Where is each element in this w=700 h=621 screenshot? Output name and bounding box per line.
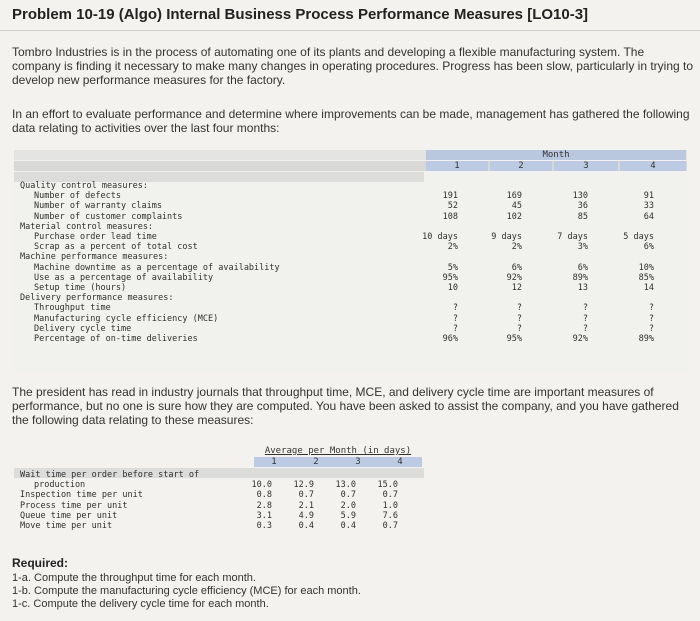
row-label: Manufacturing cycle efficiency (MCE) bbox=[34, 313, 219, 324]
intro-paragraph-1: Tombro Industries is in the process of automating one of its plants and developing a flexible manufacturing system. The company is finding it necessary to make many changes in operating procedures. Progress has been slow, particularly in trying to develop new performance measures for the factory. bbox=[12, 45, 694, 87]
time-value-cell: 15.0 bbox=[377, 480, 398, 491]
time-month-col-3: 3 bbox=[355, 457, 361, 467]
time-row-label: Queue time per unit bbox=[20, 510, 118, 521]
value-cell: ? bbox=[516, 303, 522, 314]
section-label: Material control measures: bbox=[20, 221, 154, 232]
value-cell: 2% bbox=[447, 242, 458, 253]
value-cell: 10 bbox=[447, 283, 458, 293]
section-label: Delivery performance measures: bbox=[20, 293, 174, 304]
time-value-cell: 0.7 bbox=[298, 490, 314, 501]
time-value-cell: 4.9 bbox=[298, 510, 314, 521]
row-label: Number of defects bbox=[34, 191, 121, 202]
time-value-cell: 0.7 bbox=[382, 521, 398, 531]
requirement-1b: 1-b. Compute the manufacturing cycle efficiency (MCE) for each month. bbox=[12, 585, 361, 597]
requirement-1c: 1-c. Compute the delivery cycle time for each month. bbox=[12, 598, 269, 610]
value-cell: ? bbox=[516, 313, 522, 324]
value-cell: ? bbox=[582, 323, 588, 334]
problem-title: Problem 10-19 (Algo) Internal Business Process Performance Measures [LO10-3] bbox=[12, 6, 589, 23]
value-cell: 6% bbox=[643, 242, 654, 253]
time-month-col-2: 2 bbox=[313, 457, 319, 467]
month-header: Month bbox=[542, 150, 570, 160]
value-cell: 95% bbox=[506, 334, 522, 344]
value-cell: 36 bbox=[577, 201, 588, 212]
value-cell: 52 bbox=[447, 201, 458, 212]
time-value-cell: 10.0 bbox=[251, 480, 272, 491]
month-col-1: 1 bbox=[426, 161, 488, 171]
time-value-cell: 3.1 bbox=[256, 510, 272, 521]
time-value-cell: 7.6 bbox=[382, 510, 398, 521]
intro-paragraph-2: In an effort to evaluate performance and determine where improvements can be made, management has gathered the following data relating to activities over the last four months: bbox=[12, 107, 690, 135]
value-cell: 6% bbox=[577, 262, 588, 273]
row-label: Purchase order lead time bbox=[34, 232, 157, 242]
row-label: Delivery cycle time bbox=[34, 323, 132, 334]
value-cell: 9 days bbox=[491, 232, 522, 242]
row-label: Scrap as a percent of total cost bbox=[34, 242, 198, 253]
section-label: Quality control measures: bbox=[20, 181, 148, 191]
value-cell: 95% bbox=[442, 272, 458, 283]
value-cell: 169 bbox=[506, 191, 522, 202]
value-cell: 92% bbox=[506, 272, 522, 283]
time-data-table bbox=[14, 446, 424, 546]
value-cell: 92% bbox=[572, 334, 588, 344]
row-label: Setup time (hours) bbox=[34, 283, 127, 293]
value-cell: ? bbox=[582, 303, 588, 314]
value-cell: 89% bbox=[572, 272, 588, 283]
time-value-cell: 0.4 bbox=[340, 521, 356, 531]
time-row-label: Wait time per order before start of bbox=[20, 470, 200, 480]
value-cell: ? bbox=[452, 303, 458, 314]
month-col-3: 3 bbox=[554, 161, 618, 171]
value-cell: ? bbox=[452, 323, 458, 334]
value-cell: 89% bbox=[638, 334, 654, 344]
month-col-2: 2 bbox=[490, 161, 552, 171]
value-cell: ? bbox=[452, 313, 458, 324]
value-cell: 96% bbox=[442, 334, 458, 344]
value-cell: ? bbox=[516, 323, 522, 334]
value-cell: 5 days bbox=[623, 232, 654, 242]
value-cell: ? bbox=[582, 313, 588, 324]
value-cell: 10% bbox=[638, 262, 654, 273]
value-cell: 191 bbox=[442, 191, 458, 202]
row-label: Number of warranty claims bbox=[34, 201, 162, 212]
time-value-cell: 2.8 bbox=[256, 500, 272, 511]
value-cell: 5% bbox=[447, 262, 458, 273]
time-value-cell: 0.7 bbox=[382, 490, 398, 501]
row-label: Number of customer complaints bbox=[34, 211, 183, 222]
value-cell: ? bbox=[648, 303, 654, 314]
value-cell: 45 bbox=[511, 201, 522, 212]
value-cell: 102 bbox=[506, 211, 522, 222]
time-month-col-4: 4 bbox=[397, 457, 403, 467]
value-cell: 85 bbox=[577, 211, 588, 222]
time-row-label: Inspection time per unit bbox=[20, 490, 143, 501]
month-col-4: 4 bbox=[620, 161, 686, 171]
time-value-cell: 0.4 bbox=[298, 521, 314, 531]
title-divider bbox=[0, 30, 700, 31]
middle-paragraph: The president has read in industry journals that throughput time, MCE, and delivery cycle time are important measures of performance, but no one is sure how they are computed. You have been asked to assist the company, and you have gathered the following data relating to these measures: bbox=[12, 385, 679, 427]
time-value-cell: 2.1 bbox=[298, 500, 314, 511]
requirement-1a: 1-a. Compute the throughput time for each month. bbox=[12, 572, 256, 584]
value-cell: 7 days bbox=[557, 232, 588, 242]
time-value-cell: 0.8 bbox=[256, 490, 272, 501]
value-cell: 2% bbox=[511, 242, 522, 253]
time-month-col-1: 1 bbox=[271, 457, 277, 467]
value-cell: 91 bbox=[643, 191, 654, 202]
value-cell: 64 bbox=[643, 211, 654, 222]
value-cell: 85% bbox=[638, 272, 654, 283]
time-row-label: production bbox=[34, 480, 86, 491]
value-cell: 3% bbox=[577, 242, 588, 253]
time-value-cell: 0.3 bbox=[256, 521, 272, 531]
time-row-label: Process time per unit bbox=[20, 500, 128, 511]
time-value-cell: 12.9 bbox=[293, 480, 314, 491]
row-label: Percentage of on-time deliveries bbox=[34, 334, 198, 344]
avg-header-label: Average per Month (in days) bbox=[264, 446, 412, 456]
value-cell: 6% bbox=[511, 262, 522, 273]
row-label: Throughput time bbox=[34, 303, 111, 314]
value-cell: 12 bbox=[511, 283, 522, 293]
value-cell: 13 bbox=[577, 283, 588, 293]
time-value-cell: 5.9 bbox=[340, 510, 356, 521]
value-cell: 130 bbox=[572, 191, 588, 202]
row-label: Machine downtime as a percentage of availability bbox=[34, 262, 280, 273]
value-cell: 108 bbox=[442, 211, 458, 222]
time-row-label: Move time per unit bbox=[20, 521, 113, 531]
required-heading: Required: bbox=[12, 556, 69, 570]
avg-header bbox=[254, 446, 422, 456]
performance-data-table bbox=[14, 150, 687, 372]
time-value-cell: 1.0 bbox=[382, 500, 398, 511]
row-label: Use as a percentage of availability bbox=[34, 272, 214, 283]
time-value-cell: 2.0 bbox=[340, 500, 356, 511]
value-cell: 10 days bbox=[422, 232, 458, 242]
value-cell: ? bbox=[648, 323, 654, 334]
time-value-cell: 13.0 bbox=[335, 480, 356, 491]
time-value-cell: 0.7 bbox=[340, 490, 356, 501]
value-cell: 14 bbox=[643, 283, 654, 293]
value-cell: ? bbox=[648, 313, 654, 324]
section-label: Machine performance measures: bbox=[20, 252, 169, 263]
value-cell: 33 bbox=[643, 201, 654, 212]
